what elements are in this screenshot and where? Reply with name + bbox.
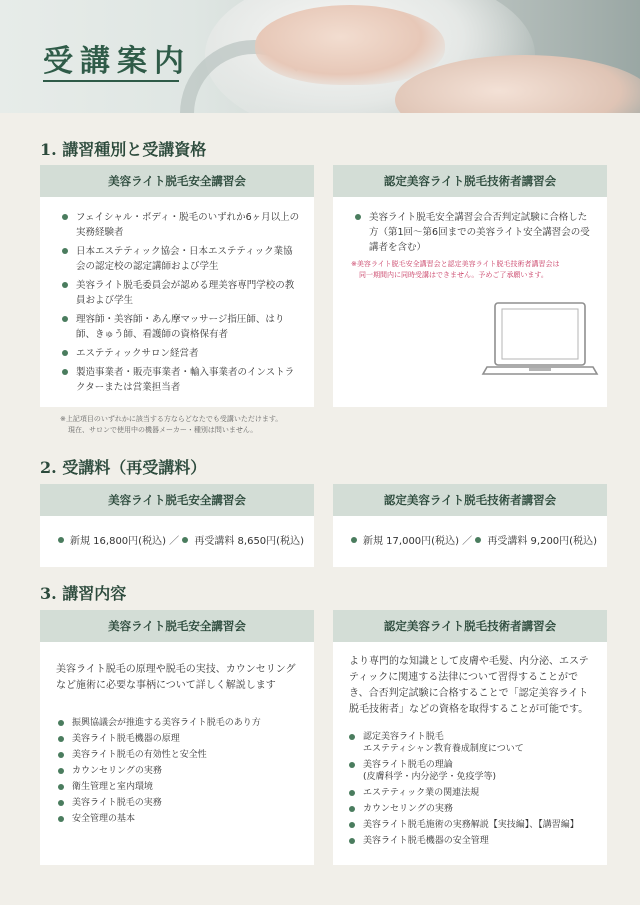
- list-item: エステティックサロン経営者: [62, 346, 300, 361]
- bullet-icon: [475, 537, 481, 543]
- section1-left-note: [60, 414, 320, 436]
- list-item: 認定美容ライト脱毛: [349, 730, 597, 744]
- list-item: 製造事業者・販売事業者・輸入事業者のインストラクターまたは営業担当者: [62, 365, 300, 395]
- list-item: 安全管理の基本: [58, 812, 300, 826]
- list-item: カウンセリングの実務: [349, 802, 597, 816]
- page-title: 受講案内: [43, 44, 191, 79]
- list-item: 美容ライト脱毛機器の安全管理: [349, 834, 597, 848]
- bullet-icon: [182, 537, 188, 543]
- banner-photo-hand: [255, 5, 445, 85]
- section1-left-card: [40, 165, 314, 407]
- section3-title: 3. 講習内容: [40, 584, 127, 603]
- list-item: 美容ライト脱毛施術の実務解説【実技編】、【講習編】: [349, 818, 597, 832]
- list-item: 美容ライト脱毛安全講習会合否判定試験に合格した方（第1回〜第6回までの美容ライト安全講習会の受講者を含む）: [355, 210, 593, 255]
- new-fee: 新規 16,800円(税込): [70, 536, 166, 547]
- list-item: 美容ライト脱毛の実務: [58, 796, 300, 810]
- list-item: エステティック業の関連法規: [349, 786, 597, 800]
- section3-left-list: [58, 716, 300, 826]
- list-item: 美容ライト脱毛委員会が認める理美容専門学校の教員および学生: [62, 278, 300, 308]
- list-item: 理容師・美容師・あん摩マッサージ指圧師、はり師、きゅう師、看護師の資格保有者: [62, 312, 300, 342]
- header-banner: [0, 0, 640, 113]
- new-fee: 新規 17,000円(税込): [363, 536, 459, 547]
- section1-right-note: [351, 259, 597, 281]
- note-line: ※美容ライト脱毛安全講習会と認定美容ライト脱毛技術者講習会は: [351, 260, 560, 268]
- section3-right-heading: 認定美容ライト脱毛技術者講習会: [333, 610, 607, 642]
- bullet-icon: [351, 537, 357, 543]
- section3-left-card: [40, 610, 314, 865]
- section1-left-heading: 美容ライト脱毛安全講習会: [40, 165, 314, 197]
- title-underline: [43, 80, 179, 82]
- section1-right-list: [355, 210, 593, 255]
- section1-left-list: [62, 210, 300, 395]
- section2-left-fee: [58, 534, 314, 550]
- section1-right-heading: 認定美容ライト脱毛技術者講習会: [333, 165, 607, 197]
- section2-left-card: [40, 484, 314, 567]
- note-line: 同一期間内に同時受講はできません。予めご了承願います。: [359, 271, 548, 279]
- section2-left-heading: 美容ライト脱毛安全講習会: [40, 484, 314, 516]
- section2-right-heading: 認定美容ライト脱毛技術者講習会: [333, 484, 607, 516]
- fee-separator: ／: [462, 536, 473, 547]
- section2-right-card: [333, 484, 607, 567]
- list-item: 衛生管理と室内環境: [58, 780, 300, 794]
- list-item: 美容ライト脱毛機器の原理: [58, 732, 300, 746]
- bullet-icon: [58, 537, 64, 543]
- section3-left-heading: 美容ライト脱毛安全講習会: [40, 610, 314, 642]
- note-line: 現在、サロンで使用中の機器メーカー・種別は問いません。: [68, 426, 258, 434]
- list-item: 振興協議会が推進する美容ライト脱毛のあり方: [58, 716, 300, 730]
- re-fee: 再受講料 8,650円(税込): [194, 536, 304, 547]
- laptop-icon: [481, 295, 599, 385]
- section3-right-intro: より専門的な知識として皮膚や毛髪、内分泌、エステティックに関連する法律について習得することができ、合否判定試験に合格することで「認定美容ライト脱毛技術者」などの資格を取得することが可能です。: [349, 656, 589, 715]
- section3-right-list: [349, 730, 597, 848]
- section1-title: 1. 講習種別と受講資格: [40, 140, 207, 159]
- section2-title: 2. 受講料（再受講料）: [40, 458, 207, 477]
- list-item-sub: (皮膚科学・内分泌学・免疫学等): [363, 772, 497, 782]
- list-item: カウンセリングの実務: [58, 764, 300, 778]
- fee-separator: ／: [169, 536, 180, 547]
- list-item-sub: エステティシャン教育養成制度について: [363, 744, 524, 754]
- note-line: ※上記項目のいずれかに該当する方ならどなたでも受講いただけます。: [60, 415, 283, 423]
- list-item: 美容ライト脱毛の有効性と安全性: [58, 748, 300, 762]
- section3-right-card: [333, 610, 607, 865]
- re-fee: 再受講料 9,200円(税込): [487, 536, 597, 547]
- list-item: 日本エステティック協会・日本エステティック業協会の認定校の認定講師および学生: [62, 244, 300, 274]
- section1-right-card: [333, 165, 607, 407]
- section3-left-intro: 美容ライト脱毛の原理や脱毛の実技、カウンセリングなど施術に必要な事柄について詳しく解説します: [56, 664, 296, 691]
- section2-right-fee: [351, 534, 607, 550]
- list-item: 美容ライト脱毛の理論: [349, 758, 597, 772]
- list-item: フェイシャル・ボディ・脱毛のいずれか6ヶ月以上の実務経験者: [62, 210, 300, 240]
